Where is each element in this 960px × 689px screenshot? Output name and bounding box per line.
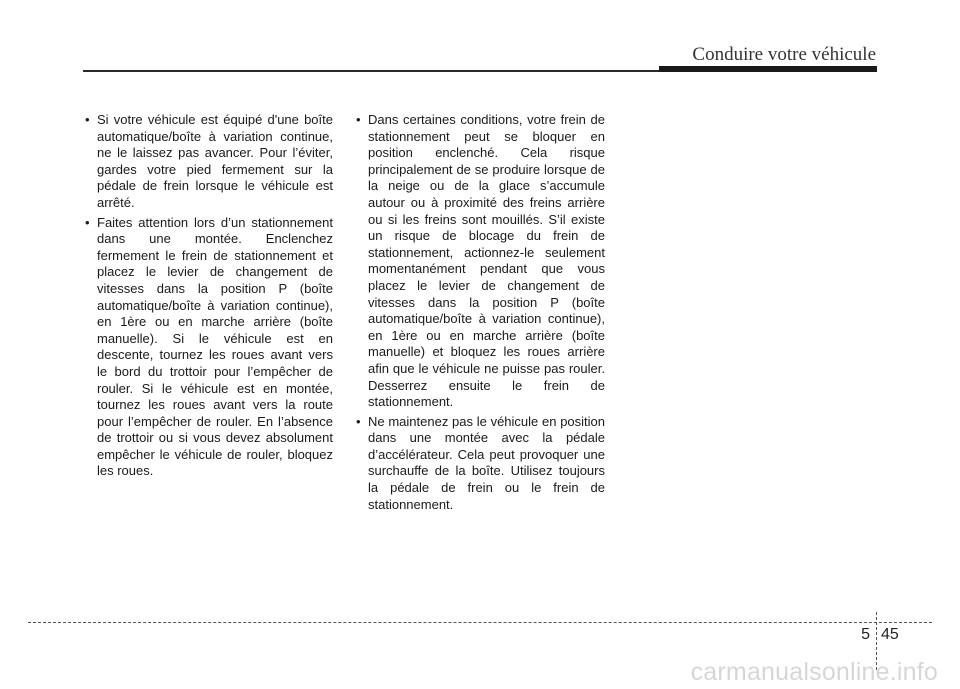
bullet-text: Ne maintenez pas le véhicule en position dans une montée avec la pédale d’accélérateur. Cela peut provoquer une surchauffe de la boîte. Utilisez toujours la pédale de frein ou le frein de stationnement.: [368, 413, 605, 512]
bullet-icon: •: [85, 214, 90, 230]
right-column: [355, 112, 605, 516]
left-column: [84, 112, 333, 483]
bullet-text: Faites attention lors d’un stationnement dans une montée. Enclenchez fermement le frein de stationnement et placez le levier de changement de vitesses dans la position P (boîte automatique/boîte à variation continue), en 1ère ou en marche arrière (boîte manuelle). Si le véhicule est en descente, tournez les roues avant vers le bord du trottoir pour l’empêcher de rouler. Si le véhicule est en montée, tournez les roues avant vers la route pour l’empêcher de rouler. En l’absence de trottoir ou si vous devez absolument empêcher le véhicule de rouler, bloquez les roues.: [97, 214, 333, 479]
page-number: 45: [881, 626, 899, 643]
bullet-text: Si votre véhicule est équipé d'une boîte automatique/boîte à variation continue, ne le laissez pas avancer. Pour l’éviter, gardes votre pied fermement sur la pédale de frein lorsque le véhicule est arrêté.: [97, 112, 333, 210]
bullet-item: [355, 414, 605, 514]
bullet-item: [84, 112, 333, 212]
bullet-text: Dans certaines conditions, votre frein de stationnement peut se bloquer en position enclenché. Cela risque principalement de se produire lorsque de la neige ou de la glace s’accumule autour ou à proximité des freins arrière ou si les freins sont mouillés. S’il existe un risque de blocage du frein de stationnement, actionnez-le seulement momentanément pendant que vous placez le levier de changement de vitesses dans la position P (boîte automatique/boîte à variation continue), en 1ère ou en marche arrière (boîte manuelle) et bloquez les roues arrière afin que le véhicule ne puisse pas rouler. Desserrez ensuite le frein de stationnement.: [368, 112, 605, 410]
header-rule: [83, 70, 661, 72]
bullet-item: [355, 112, 605, 411]
watermark: carmanualsonline.info: [690, 658, 938, 686]
bullet-icon: •: [356, 112, 361, 127]
section-title: Conduire votre véhicule: [692, 44, 876, 65]
header-rule-accent: [659, 66, 877, 72]
bullet-icon: •: [85, 112, 90, 127]
bullet-item: [84, 215, 333, 481]
bullet-icon: •: [356, 413, 361, 429]
footer-rule: [28, 622, 932, 623]
chapter-number: 5: [861, 626, 870, 643]
